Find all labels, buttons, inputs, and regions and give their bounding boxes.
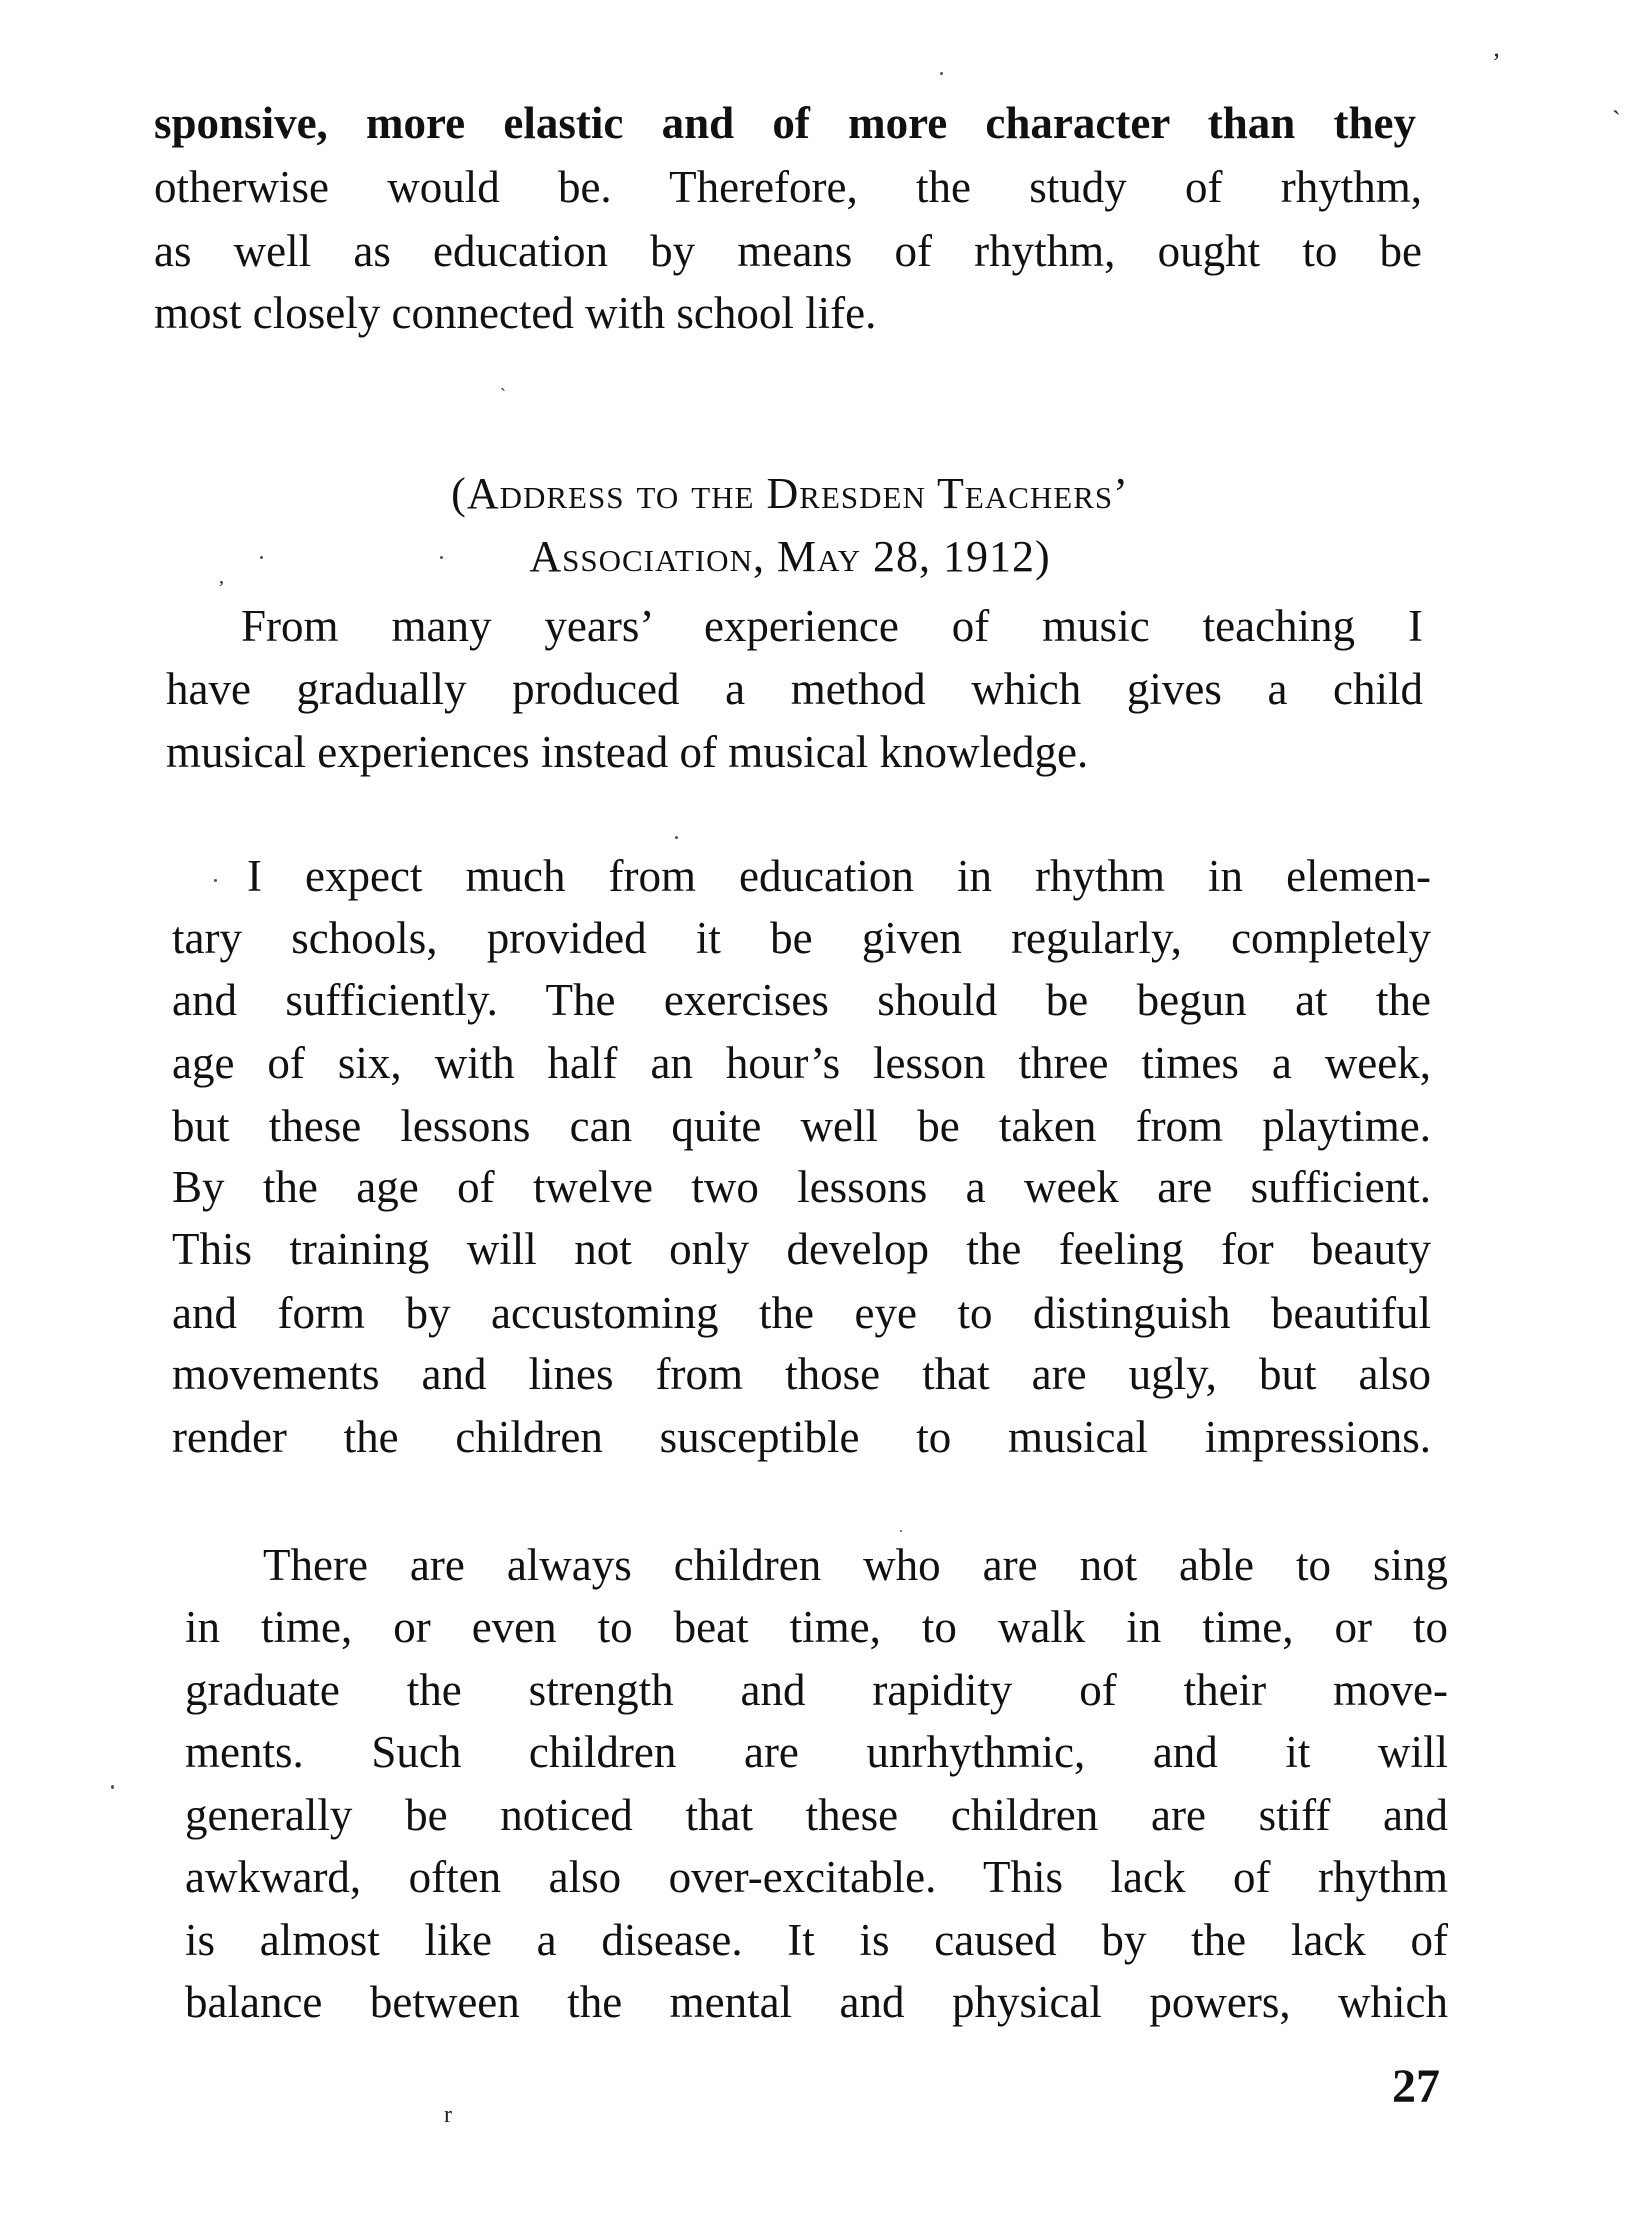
text-line: is almost like a disease. It is caused by the lack of — [185, 1915, 1448, 1965]
text-line: generally be noticed that these children are stiff and — [185, 1790, 1448, 1840]
scan-speck — [214, 879, 217, 882]
scan-artifact-mark: ˎ — [1612, 86, 1621, 115]
text-line: I expect much from education in rhythm in elemen- — [247, 851, 1431, 901]
scan-artifact-mark: ’ — [218, 577, 225, 599]
text-line: in time, or even to beat time, to walk in time, or to — [185, 1602, 1448, 1652]
text-line: movements and lines from those that are ugly, but also — [172, 1349, 1431, 1399]
text-line: age of six, with half an hour’s lesson three times a week, — [172, 1038, 1431, 1088]
text-line: From many years’ experience of music teaching I — [241, 601, 1423, 651]
text-line: By the age of twelve two lessons a week are sufficient. — [172, 1162, 1431, 1212]
heading-line: (Address to the Dresden Teachers’ — [451, 469, 1129, 518]
text-line: This training will not only develop the feeling for beauty — [172, 1224, 1431, 1274]
text-line: and form by accustoming the eye to distinguish beautiful — [172, 1288, 1431, 1338]
scan-artifact-mark: ˎ — [500, 371, 506, 391]
text-line: most closely connected with school life. — [154, 288, 877, 338]
scan-speck — [675, 836, 678, 839]
text-line: render the children susceptible to musical impressions. — [172, 1412, 1431, 1462]
text-line: but these lessons can quite well be taken from playtime. — [172, 1101, 1431, 1151]
heading-line: Association, May 28, 1912) — [529, 532, 1051, 581]
text-line: otherwise would be. Therefore, the study of rhythm, — [154, 162, 1422, 212]
text-line: musical experiences instead of musical knowledge. — [166, 727, 1089, 777]
page-number: 27 — [1392, 2060, 1440, 2113]
text-line: have gradually produced a method which gives a child — [166, 664, 1423, 714]
text-line: as well as education by means of rhythm, ought to be — [154, 226, 1422, 276]
text-line: awkward, often also over-excitable. This lack of rhythm — [185, 1852, 1448, 1902]
scan-speck — [260, 556, 263, 559]
text-line: balance between the mental and physical powers, which — [185, 1977, 1448, 2027]
scan-speck — [900, 1530, 902, 1532]
text-line: and sufficiently. The exercises should be begun at the — [172, 975, 1431, 1025]
text-line: sponsive, more elastic and of more character than they — [154, 98, 1416, 148]
scan-artifact-mark: r — [444, 2102, 452, 2128]
scan-artifact-mark: ’ — [1492, 48, 1501, 77]
text-line: ments. Such children are unrhythmic, and it will — [185, 1727, 1448, 1777]
scan-speck — [111, 1785, 114, 1789]
text-line: graduate the strength and rapidity of their move- — [185, 1665, 1448, 1715]
scan-speck — [940, 72, 943, 75]
scan-speck — [440, 556, 443, 559]
text-line: tary schools, provided it be given regularly, completely — [172, 913, 1431, 963]
text-line: There are always children who are not able to sing — [263, 1540, 1448, 1590]
